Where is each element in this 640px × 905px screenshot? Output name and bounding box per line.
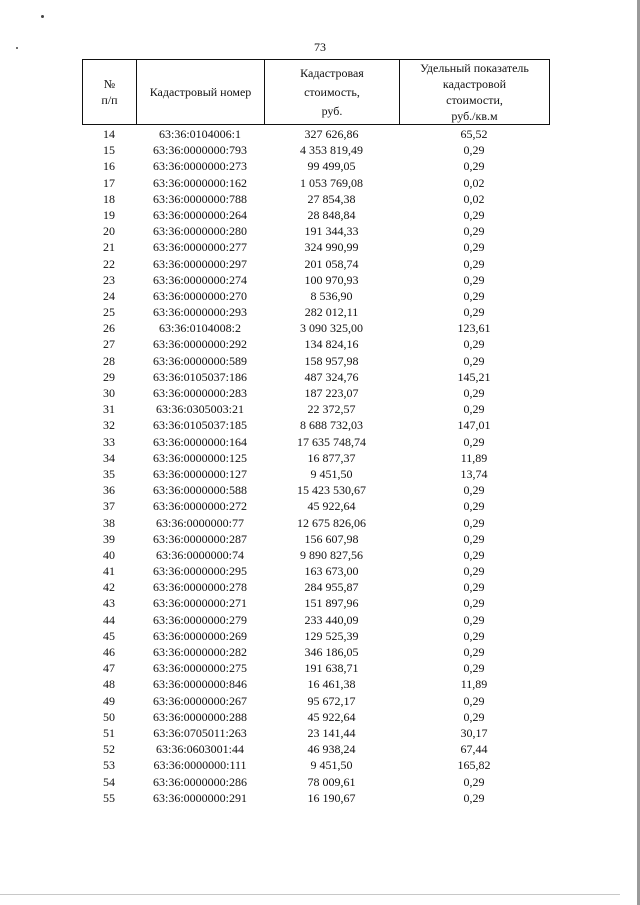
cadastral-cost: 187 223,07 bbox=[304, 386, 359, 400]
cadastral-number: 63:36:0000000:295 bbox=[152, 564, 247, 579]
cadastral-cost: 16 877,37 bbox=[307, 450, 356, 465]
cadastral-cost: 282 012,11 bbox=[304, 305, 359, 320]
cadastral-number: 63:36:0000000:297 bbox=[152, 256, 247, 271]
table-row bbox=[82, 579, 549, 595]
specific-cost: 0,29 bbox=[463, 288, 485, 303]
row-number: 36 bbox=[103, 483, 115, 498]
header-specific-indicator bbox=[400, 60, 550, 125]
table-row bbox=[82, 660, 549, 676]
row-number: 47 bbox=[103, 661, 115, 676]
cadastral-number: 63:36:0000000:277 bbox=[152, 240, 247, 255]
row-number: 28 bbox=[103, 353, 115, 368]
specific-cost: 0,29 bbox=[463, 272, 485, 287]
cadastral-number: 63:36:0104008:2 bbox=[158, 321, 241, 336]
cadastral-number: 63:36:0000000:269 bbox=[152, 628, 247, 643]
header-spec-line3: стоимости, bbox=[446, 93, 503, 107]
specific-cost: 147,01 bbox=[457, 418, 491, 433]
cadastral-cost: 9 451,50 bbox=[310, 758, 353, 773]
specific-cost: 65,52 bbox=[460, 127, 488, 141]
cadastral-number: 63:36:0105037:185 bbox=[152, 418, 247, 433]
specific-cost: 0,29 bbox=[463, 531, 485, 546]
table-row bbox=[82, 417, 549, 433]
specific-cost: 0,29 bbox=[463, 386, 485, 400]
table-row bbox=[82, 369, 549, 385]
cadastral-number: 63:36:0000000:273 bbox=[152, 159, 247, 174]
cadastral-cost: 12 675 826,06 bbox=[297, 515, 366, 530]
specific-cost: 0,29 bbox=[463, 434, 485, 449]
header-cadastral-cost bbox=[265, 60, 400, 125]
cadastral-number: 63:36:0000000:270 bbox=[152, 288, 247, 303]
row-number: 38 bbox=[103, 515, 115, 530]
specific-cost: 0,29 bbox=[463, 256, 485, 271]
specific-cost: 0,29 bbox=[463, 402, 485, 417]
cadastral-cost: 284 955,87 bbox=[304, 580, 359, 595]
cadastral-cost: 324 990,99 bbox=[304, 240, 359, 255]
table-row bbox=[82, 126, 549, 142]
row-number: 16 bbox=[103, 159, 115, 174]
cadastral-cost: 4 353 819,49 bbox=[300, 143, 363, 158]
specific-cost: 0,29 bbox=[463, 774, 485, 789]
specific-cost: 0,29 bbox=[463, 224, 485, 239]
row-number: 54 bbox=[103, 774, 115, 789]
cadastral-number: 63:36:0000000:162 bbox=[152, 175, 247, 190]
specific-cost: 123,61 bbox=[457, 321, 491, 336]
cadastral-cost: 129 525,39 bbox=[304, 628, 359, 643]
cadastral-number: 63:36:0000000:291 bbox=[152, 790, 247, 805]
cadastral-cost: 45 922,64 bbox=[307, 499, 356, 514]
cadastral-number: 63:36:0603001:44 bbox=[155, 742, 244, 757]
specific-cost: 67,44 bbox=[460, 742, 488, 757]
cadastral-cost: 158 957,98 bbox=[304, 353, 359, 368]
cadastral-cost: 16 461,38 bbox=[307, 677, 356, 692]
row-number: 39 bbox=[103, 531, 115, 546]
table-row bbox=[82, 239, 549, 255]
header-spec-line2: кадастровой bbox=[442, 77, 507, 91]
table-row bbox=[82, 595, 549, 611]
cadastral-cost: 16 190,67 bbox=[307, 790, 356, 805]
specific-cost: 0,29 bbox=[463, 305, 485, 320]
cadastral-number: 63:36:0305003:21 bbox=[155, 402, 244, 417]
header-cost-line1: Кадастровая bbox=[300, 66, 364, 80]
row-number: 40 bbox=[103, 547, 115, 562]
row-number: 51 bbox=[103, 725, 115, 740]
cadastral-number: 63:36:0000000:267 bbox=[152, 693, 247, 708]
table-row bbox=[82, 482, 549, 498]
cadastral-number: 63:36:0000000:286 bbox=[152, 774, 247, 789]
table-row bbox=[82, 353, 549, 369]
specific-cost: 0,29 bbox=[463, 790, 485, 805]
cadastral-number: 63:36:0000000:77 bbox=[155, 515, 244, 530]
cadastral-number: 63:36:0000000:274 bbox=[152, 272, 247, 287]
table-row bbox=[82, 175, 549, 191]
header-cadastral-label: Кадастровый номер bbox=[149, 85, 252, 99]
row-number: 42 bbox=[103, 580, 115, 595]
cadastral-number: 63:36:0000000:125 bbox=[152, 450, 247, 465]
table-row bbox=[82, 790, 549, 806]
specific-cost: 0,29 bbox=[463, 547, 485, 562]
cadastral-number: 63:36:0000000:292 bbox=[152, 337, 247, 352]
specific-cost: 0,29 bbox=[463, 596, 485, 611]
specific-cost: 0,29 bbox=[463, 709, 485, 724]
cadastral-number: 63:36:0000000:793 bbox=[152, 143, 247, 158]
specific-cost: 165,82 bbox=[457, 758, 491, 773]
row-number: 43 bbox=[103, 596, 115, 611]
row-number: 29 bbox=[103, 369, 115, 384]
row-number: 22 bbox=[103, 256, 115, 271]
cadastral-number: 63:36:0000000:280 bbox=[152, 224, 247, 239]
cadastral-cost: 3 090 325,00 bbox=[300, 321, 363, 336]
cadastral-cost: 9 890 827,56 bbox=[300, 547, 363, 562]
row-number: 17 bbox=[103, 175, 115, 190]
specific-cost: 0,29 bbox=[463, 515, 485, 530]
cadastral-number: 63:36:0705011:263 bbox=[153, 725, 247, 740]
cadastral-cost: 156 607,98 bbox=[304, 531, 359, 546]
cadastral-cost: 8 688 732,03 bbox=[300, 418, 363, 433]
cadastral-number: 63:36:0104006:1 bbox=[158, 127, 241, 141]
table-row bbox=[82, 207, 549, 223]
cadastral-number: 63:36:0000000:589 bbox=[152, 353, 247, 368]
table-row bbox=[82, 498, 549, 514]
specific-cost: 0,29 bbox=[463, 628, 485, 643]
specific-cost: 145,21 bbox=[457, 369, 491, 384]
cadastral-number: 63:36:0000000:788 bbox=[152, 191, 247, 206]
header-cost-line3: руб. bbox=[321, 104, 343, 118]
cadastral-number: 63:36:0000000:272 bbox=[152, 499, 247, 514]
table-row bbox=[82, 385, 549, 401]
cadastral-number: 63:36:0000000:275 bbox=[152, 661, 247, 676]
row-number: 23 bbox=[103, 272, 115, 287]
cadastral-cost: 22 372,57 bbox=[307, 402, 356, 417]
specific-cost: 0,29 bbox=[463, 240, 485, 255]
row-number: 52 bbox=[103, 742, 115, 757]
row-number: 26 bbox=[103, 321, 115, 336]
cadastral-cost: 45 922,64 bbox=[307, 709, 356, 724]
row-number: 45 bbox=[103, 628, 115, 643]
cadastral-cost: 201 058,74 bbox=[304, 256, 359, 271]
row-number: 27 bbox=[103, 337, 115, 352]
table-row bbox=[82, 450, 549, 466]
row-number: 48 bbox=[103, 677, 115, 692]
row-number: 33 bbox=[103, 434, 115, 449]
specific-cost: 13,74 bbox=[460, 466, 488, 481]
table-row bbox=[82, 741, 549, 757]
table-row bbox=[82, 757, 549, 773]
cadastral-cost: 163 673,00 bbox=[304, 564, 359, 579]
specific-cost: 0,29 bbox=[463, 645, 485, 659]
specific-cost: 0,29 bbox=[463, 693, 485, 708]
cadastral-number: 63:36:0000000:288 bbox=[152, 709, 247, 724]
specific-cost: 0,29 bbox=[463, 337, 485, 352]
table-body bbox=[82, 126, 549, 806]
cadastral-cost: 346 186,05 bbox=[304, 645, 359, 659]
table-header bbox=[82, 59, 550, 125]
cadastral-number: 63:36:0000000:283 bbox=[152, 386, 247, 400]
cadastral-number: 63:36:0000000:127 bbox=[152, 466, 247, 481]
cadastral-cost: 191 344,33 bbox=[304, 224, 359, 239]
cadastral-cost: 27 854,38 bbox=[307, 191, 356, 206]
cadastral-cost: 151 897,96 bbox=[304, 596, 359, 611]
cadastral-cost: 8 536,90 bbox=[310, 288, 353, 303]
row-number: 30 bbox=[103, 386, 115, 400]
row-number: 19 bbox=[103, 207, 115, 222]
table-row bbox=[82, 142, 549, 158]
table-row bbox=[82, 774, 549, 790]
row-number: 35 bbox=[103, 466, 115, 481]
cadastral-cost: 487 324,76 bbox=[304, 369, 359, 384]
row-number: 55 bbox=[103, 790, 115, 805]
page-number: 73 bbox=[314, 40, 326, 54]
row-number: 49 bbox=[103, 693, 115, 708]
row-number: 20 bbox=[103, 224, 115, 239]
row-number: 25 bbox=[103, 305, 115, 320]
cadastral-number: 63:36:0000000:279 bbox=[152, 612, 247, 627]
table-row bbox=[82, 676, 549, 692]
row-number: 53 bbox=[103, 758, 115, 773]
cadastral-cost: 95 672,17 bbox=[307, 693, 356, 708]
cadastral-number: 63:36:0000000:282 bbox=[152, 645, 247, 659]
cadastral-number: 63:36:0000000:271 bbox=[152, 596, 247, 611]
table-row bbox=[82, 304, 549, 320]
row-number: 24 bbox=[103, 288, 115, 303]
specific-cost: 0,02 bbox=[463, 191, 485, 206]
table-row bbox=[82, 466, 549, 482]
cadastral-number: 63:36:0000000:846 bbox=[152, 677, 247, 692]
cadastral-number: 63:36:0000000:264 bbox=[152, 207, 247, 222]
specific-cost: 0,29 bbox=[463, 499, 485, 514]
specific-cost: 0,29 bbox=[463, 661, 485, 676]
table-row bbox=[82, 223, 549, 239]
table-row bbox=[82, 158, 549, 174]
table-row bbox=[82, 531, 549, 547]
header-spec-line1: Удельный показатель bbox=[420, 61, 529, 75]
row-number: 50 bbox=[103, 709, 115, 724]
row-number: 32 bbox=[103, 418, 115, 433]
cadastral-number: 63:36:0000000:278 bbox=[152, 580, 247, 595]
cadastral-number: 63:36:0000000:111 bbox=[153, 758, 247, 773]
table-row bbox=[82, 401, 549, 417]
header-cadastral-number bbox=[137, 60, 265, 125]
cadastral-cost: 233 440,09 bbox=[304, 612, 359, 627]
row-number: 41 bbox=[103, 564, 115, 579]
cadastral-number: 63:36:0000000:164 bbox=[152, 434, 247, 449]
table-row bbox=[82, 272, 549, 288]
row-number: 44 bbox=[103, 612, 115, 627]
cadastral-cost: 9 451,50 bbox=[310, 466, 353, 481]
row-number: 18 bbox=[103, 191, 115, 206]
cadastral-cost: 191 638,71 bbox=[304, 661, 359, 676]
specific-cost: 0,29 bbox=[463, 564, 485, 579]
header-row-number bbox=[83, 60, 137, 125]
table-row bbox=[82, 434, 549, 450]
header-spec-line4: руб./кв.м bbox=[451, 109, 498, 123]
cadastral-cost: 134 824,16 bbox=[304, 337, 359, 352]
row-number: 15 bbox=[103, 143, 115, 158]
row-number: 14 bbox=[103, 127, 115, 141]
table-row bbox=[82, 563, 549, 579]
cadastral-cost: 99 499,05 bbox=[307, 159, 356, 174]
table-row bbox=[82, 725, 549, 741]
cadastral-number: 63:36:0000000:287 bbox=[152, 531, 247, 546]
cadastral-number: 63:36:0000000:588 bbox=[152, 483, 247, 498]
specific-cost: 0,29 bbox=[463, 483, 485, 498]
table-row bbox=[82, 612, 549, 628]
specific-cost: 0,29 bbox=[463, 207, 485, 222]
table-row bbox=[82, 693, 549, 709]
cadastral-number: 63:36:0000000:293 bbox=[152, 305, 247, 320]
specific-cost: 0,29 bbox=[463, 580, 485, 595]
row-number: 21 bbox=[103, 240, 115, 255]
cadastral-cost: 46 938,24 bbox=[307, 742, 356, 757]
header-cost-line2: стоимость, bbox=[304, 85, 360, 99]
row-number: 31 bbox=[103, 402, 115, 417]
cadastral-cost: 15 423 530,67 bbox=[297, 483, 366, 498]
specific-cost: 30,17 bbox=[460, 725, 488, 740]
cadastral-cost: 28 848,84 bbox=[307, 207, 356, 222]
cadastral-cost: 23 141,44 bbox=[307, 725, 356, 740]
specific-cost: 0,29 bbox=[463, 143, 485, 158]
header-num-line1: № bbox=[103, 77, 116, 91]
table-row bbox=[82, 320, 549, 336]
table-row bbox=[82, 191, 549, 207]
cadastral-cost: 1 053 769,08 bbox=[300, 175, 363, 190]
table-row bbox=[82, 256, 549, 272]
specific-cost: 0,02 bbox=[463, 175, 485, 190]
table-row bbox=[82, 547, 549, 563]
table-row bbox=[82, 644, 549, 660]
header-num-line2: п/п bbox=[101, 93, 118, 107]
cadastral-cost: 327 626,86 bbox=[304, 127, 359, 141]
table-row bbox=[82, 288, 549, 304]
table-row bbox=[82, 709, 549, 725]
cadastral-number: 63:36:0105037:186 bbox=[152, 369, 247, 384]
table-row bbox=[82, 628, 549, 644]
specific-cost: 11,89 bbox=[460, 677, 488, 692]
row-number: 37 bbox=[103, 499, 115, 514]
specific-cost: 0,29 bbox=[463, 612, 485, 627]
specific-cost: 11,89 bbox=[460, 450, 488, 465]
specific-cost: 0,29 bbox=[463, 353, 485, 368]
cadastral-cost: 100 970,93 bbox=[304, 272, 359, 287]
table-row bbox=[82, 336, 549, 352]
scan-bottom-line bbox=[0, 894, 620, 895]
row-number: 34 bbox=[103, 450, 115, 465]
cadastral-cost: 78 009,61 bbox=[307, 774, 356, 789]
cadastral-number: 63:36:0000000:74 bbox=[155, 547, 244, 562]
cadastral-cost: 17 635 748,74 bbox=[297, 434, 366, 449]
table-row bbox=[82, 515, 549, 531]
row-number: 46 bbox=[103, 645, 115, 659]
specific-cost: 0,29 bbox=[463, 159, 485, 174]
